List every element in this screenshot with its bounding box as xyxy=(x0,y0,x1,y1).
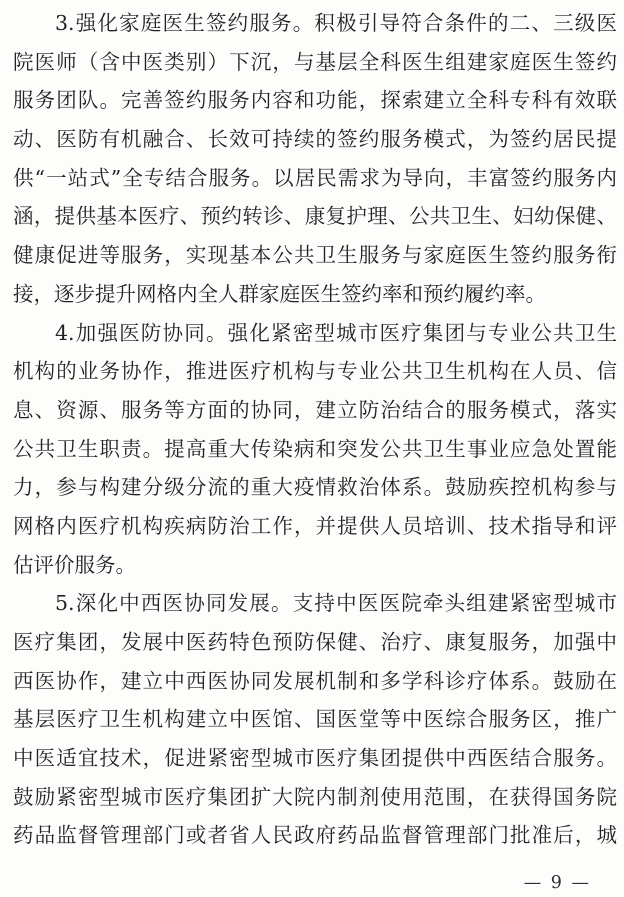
paragraph-5 xyxy=(13,584,617,855)
text-line: 5.深化中西医协同发展。支持中医医院牵头组建紧密型城市 xyxy=(55,591,617,616)
text-line: 药品监督管理部门或者省人民政府药品监督管理部门批准后，城 xyxy=(13,823,617,848)
text-line: 3.强化家庭医生签约服务。积极引导符合条件的二、三级医 xyxy=(55,11,617,35)
text-line: 涵，提供基本医疗、预约转诊、康复护理、公共卫生、妇幼保健、 xyxy=(13,204,617,229)
document-body xyxy=(13,4,617,855)
text-line: 估评价服务。 xyxy=(13,552,136,577)
text-line: 基层医疗卫生机构建立中医馆、国医堂等中医综合服务区，推广 xyxy=(13,707,617,732)
text-line: 中医适宜技术，促进紧密型城市医疗集团提供中西医结合服务。 xyxy=(13,746,617,771)
text-line: 力，参与构建分级分流的重大疫情救治体系。鼓励疾控机构参与 xyxy=(13,475,617,500)
text-line: 服务团队。完善签约服务内容和功能，探索建立全科专科有效联 xyxy=(13,88,617,113)
text-line: 动、医防有机融合、长效可持续的签约服务模式，为签约居民提 xyxy=(13,127,617,152)
text-line: 公共卫生职责。提高重大传染病和突发公共卫生事业应急处置能 xyxy=(13,436,617,461)
text-line: 网格内医疗机构疾病防治工作，并提供人员培训、技术指导和评 xyxy=(13,513,617,538)
text-line: 西医协作，建立中西医协同发展机制和多学科诊疗体系。鼓励在 xyxy=(13,668,617,693)
text-line: 医疗集团，发展中医药特色预防保健、治疗、康复服务，加强中 xyxy=(13,630,617,654)
text-line: 鼓励紧密型城市医疗集团扩大院内制剂使用范围，在获得国务院 xyxy=(13,784,617,809)
text-line: 息、资源、服务等方面的协同，建立防治结合的服务模式，落实 xyxy=(13,397,617,422)
text-line: 院医师（含中医类别）下沉，与基层全科医生组建家庭医生签约 xyxy=(13,49,617,74)
text-line: 4.加强医防协同。强化紧密型城市医疗集团与专业公共卫生 xyxy=(55,320,617,345)
text-line: 健康促进等服务，实现基本公共卫生服务与家庭医生签约服务衔 xyxy=(13,243,617,268)
paragraph-3 xyxy=(13,4,617,314)
paragraph-4 xyxy=(13,314,617,585)
page-number: — 9 — xyxy=(523,873,591,894)
text-line: 接，逐步提升网格内全人群家庭医生签约率和预约履约率。 xyxy=(13,281,546,306)
text-line: 供“一站式”全专结合服务。以居民需求为导向，丰富签约服务内 xyxy=(13,165,617,190)
text-line: 机构的业务协作，推进医疗机构与专业公共卫生机构在人员、信 xyxy=(13,359,617,384)
